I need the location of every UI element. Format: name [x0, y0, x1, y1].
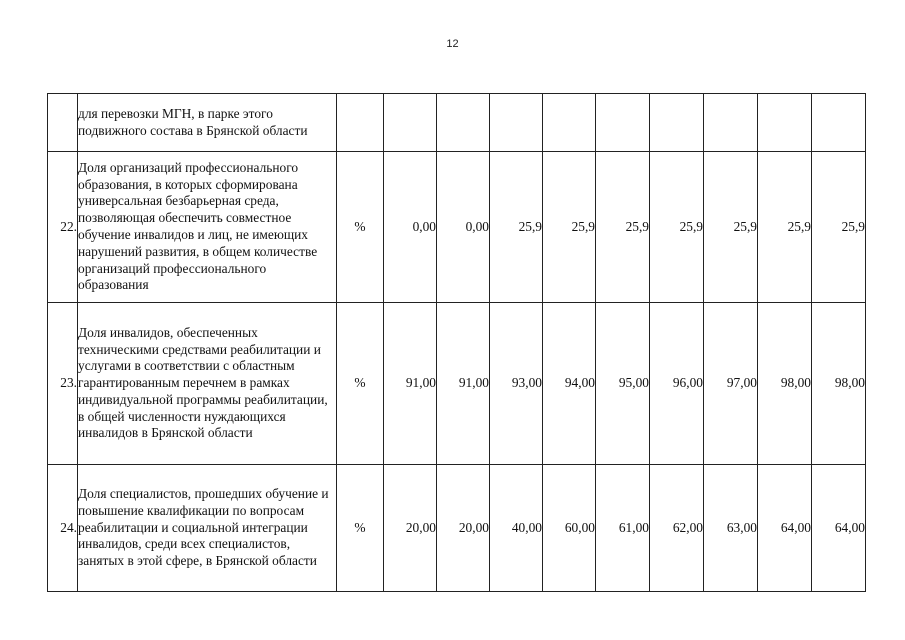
- value-cell: [650, 94, 704, 152]
- row-number: 23.: [48, 303, 78, 465]
- value-cell: 25,9: [812, 152, 866, 303]
- value-cell: 64,00: [758, 465, 812, 592]
- value-cell: 0,00: [384, 152, 437, 303]
- value-cell: 25,9: [490, 152, 543, 303]
- value-cell: [596, 94, 650, 152]
- value-cell: 25,9: [596, 152, 650, 303]
- value-cell: 93,00: [490, 303, 543, 465]
- value-cell: 64,00: [812, 465, 866, 592]
- value-cell: [704, 94, 758, 152]
- row-number: 24.: [48, 465, 78, 592]
- value-cell: [384, 94, 437, 152]
- value-cell: 60,00: [543, 465, 596, 592]
- value-cell: [812, 94, 866, 152]
- indicator-table: [47, 93, 866, 592]
- value-cell: 98,00: [812, 303, 866, 465]
- row-number: [48, 94, 78, 152]
- value-cell: 91,00: [437, 303, 490, 465]
- value-cell: 91,00: [384, 303, 437, 465]
- value-cell: 0,00: [437, 152, 490, 303]
- value-cell: 40,00: [490, 465, 543, 592]
- row-number: 22.: [48, 152, 78, 303]
- value-cell: 95,00: [596, 303, 650, 465]
- value-cell: [758, 94, 812, 152]
- value-cell: 97,00: [704, 303, 758, 465]
- value-cell: 61,00: [596, 465, 650, 592]
- indicator-description: Доля специалистов, прошедших обучение и повышение квалификации по вопросам реабилитации и социальной интеграции инвалидов, среди всех специалистов, занятых в этой сфере, в Брянской области: [78, 465, 337, 592]
- value-cell: 25,9: [704, 152, 758, 303]
- value-cell: 25,9: [650, 152, 704, 303]
- indicator-description: Доля организаций профессионального образования, в которых сформирована универсальная безбарьерная среда, позволяющая обеспечить совместное обучение инвалидов и лиц, не имеющих нарушений развития, в общем количестве организаций профессионального образования: [78, 152, 337, 303]
- table-row: [48, 303, 866, 465]
- unit-cell: %: [337, 465, 384, 592]
- value-cell: 20,00: [384, 465, 437, 592]
- unit-cell: [337, 94, 384, 152]
- value-cell: [437, 94, 490, 152]
- value-cell: 25,9: [758, 152, 812, 303]
- unit-cell: %: [337, 152, 384, 303]
- table-row: [48, 465, 866, 592]
- indicator-description: для перевозки МГН, в парке этого подвижного состава в Брянской области: [78, 94, 337, 152]
- table-row: [48, 152, 866, 303]
- value-cell: 62,00: [650, 465, 704, 592]
- value-cell: 63,00: [704, 465, 758, 592]
- unit-cell: %: [337, 303, 384, 465]
- value-cell: 94,00: [543, 303, 596, 465]
- value-cell: [490, 94, 543, 152]
- value-cell: 25,9: [543, 152, 596, 303]
- value-cell: 96,00: [650, 303, 704, 465]
- table-row: [48, 94, 866, 152]
- indicator-description: Доля инвалидов, обеспеченных техническими средствами реабилитации и услугами в соответствии с областным гарантированным перечнем в рамках индивидуальной программы реабилитации, в общей численности нуждающихся инвалидов в Брянской области: [78, 303, 337, 465]
- value-cell: 98,00: [758, 303, 812, 465]
- value-cell: [543, 94, 596, 152]
- page-number: 12: [446, 38, 459, 50]
- value-cell: 20,00: [437, 465, 490, 592]
